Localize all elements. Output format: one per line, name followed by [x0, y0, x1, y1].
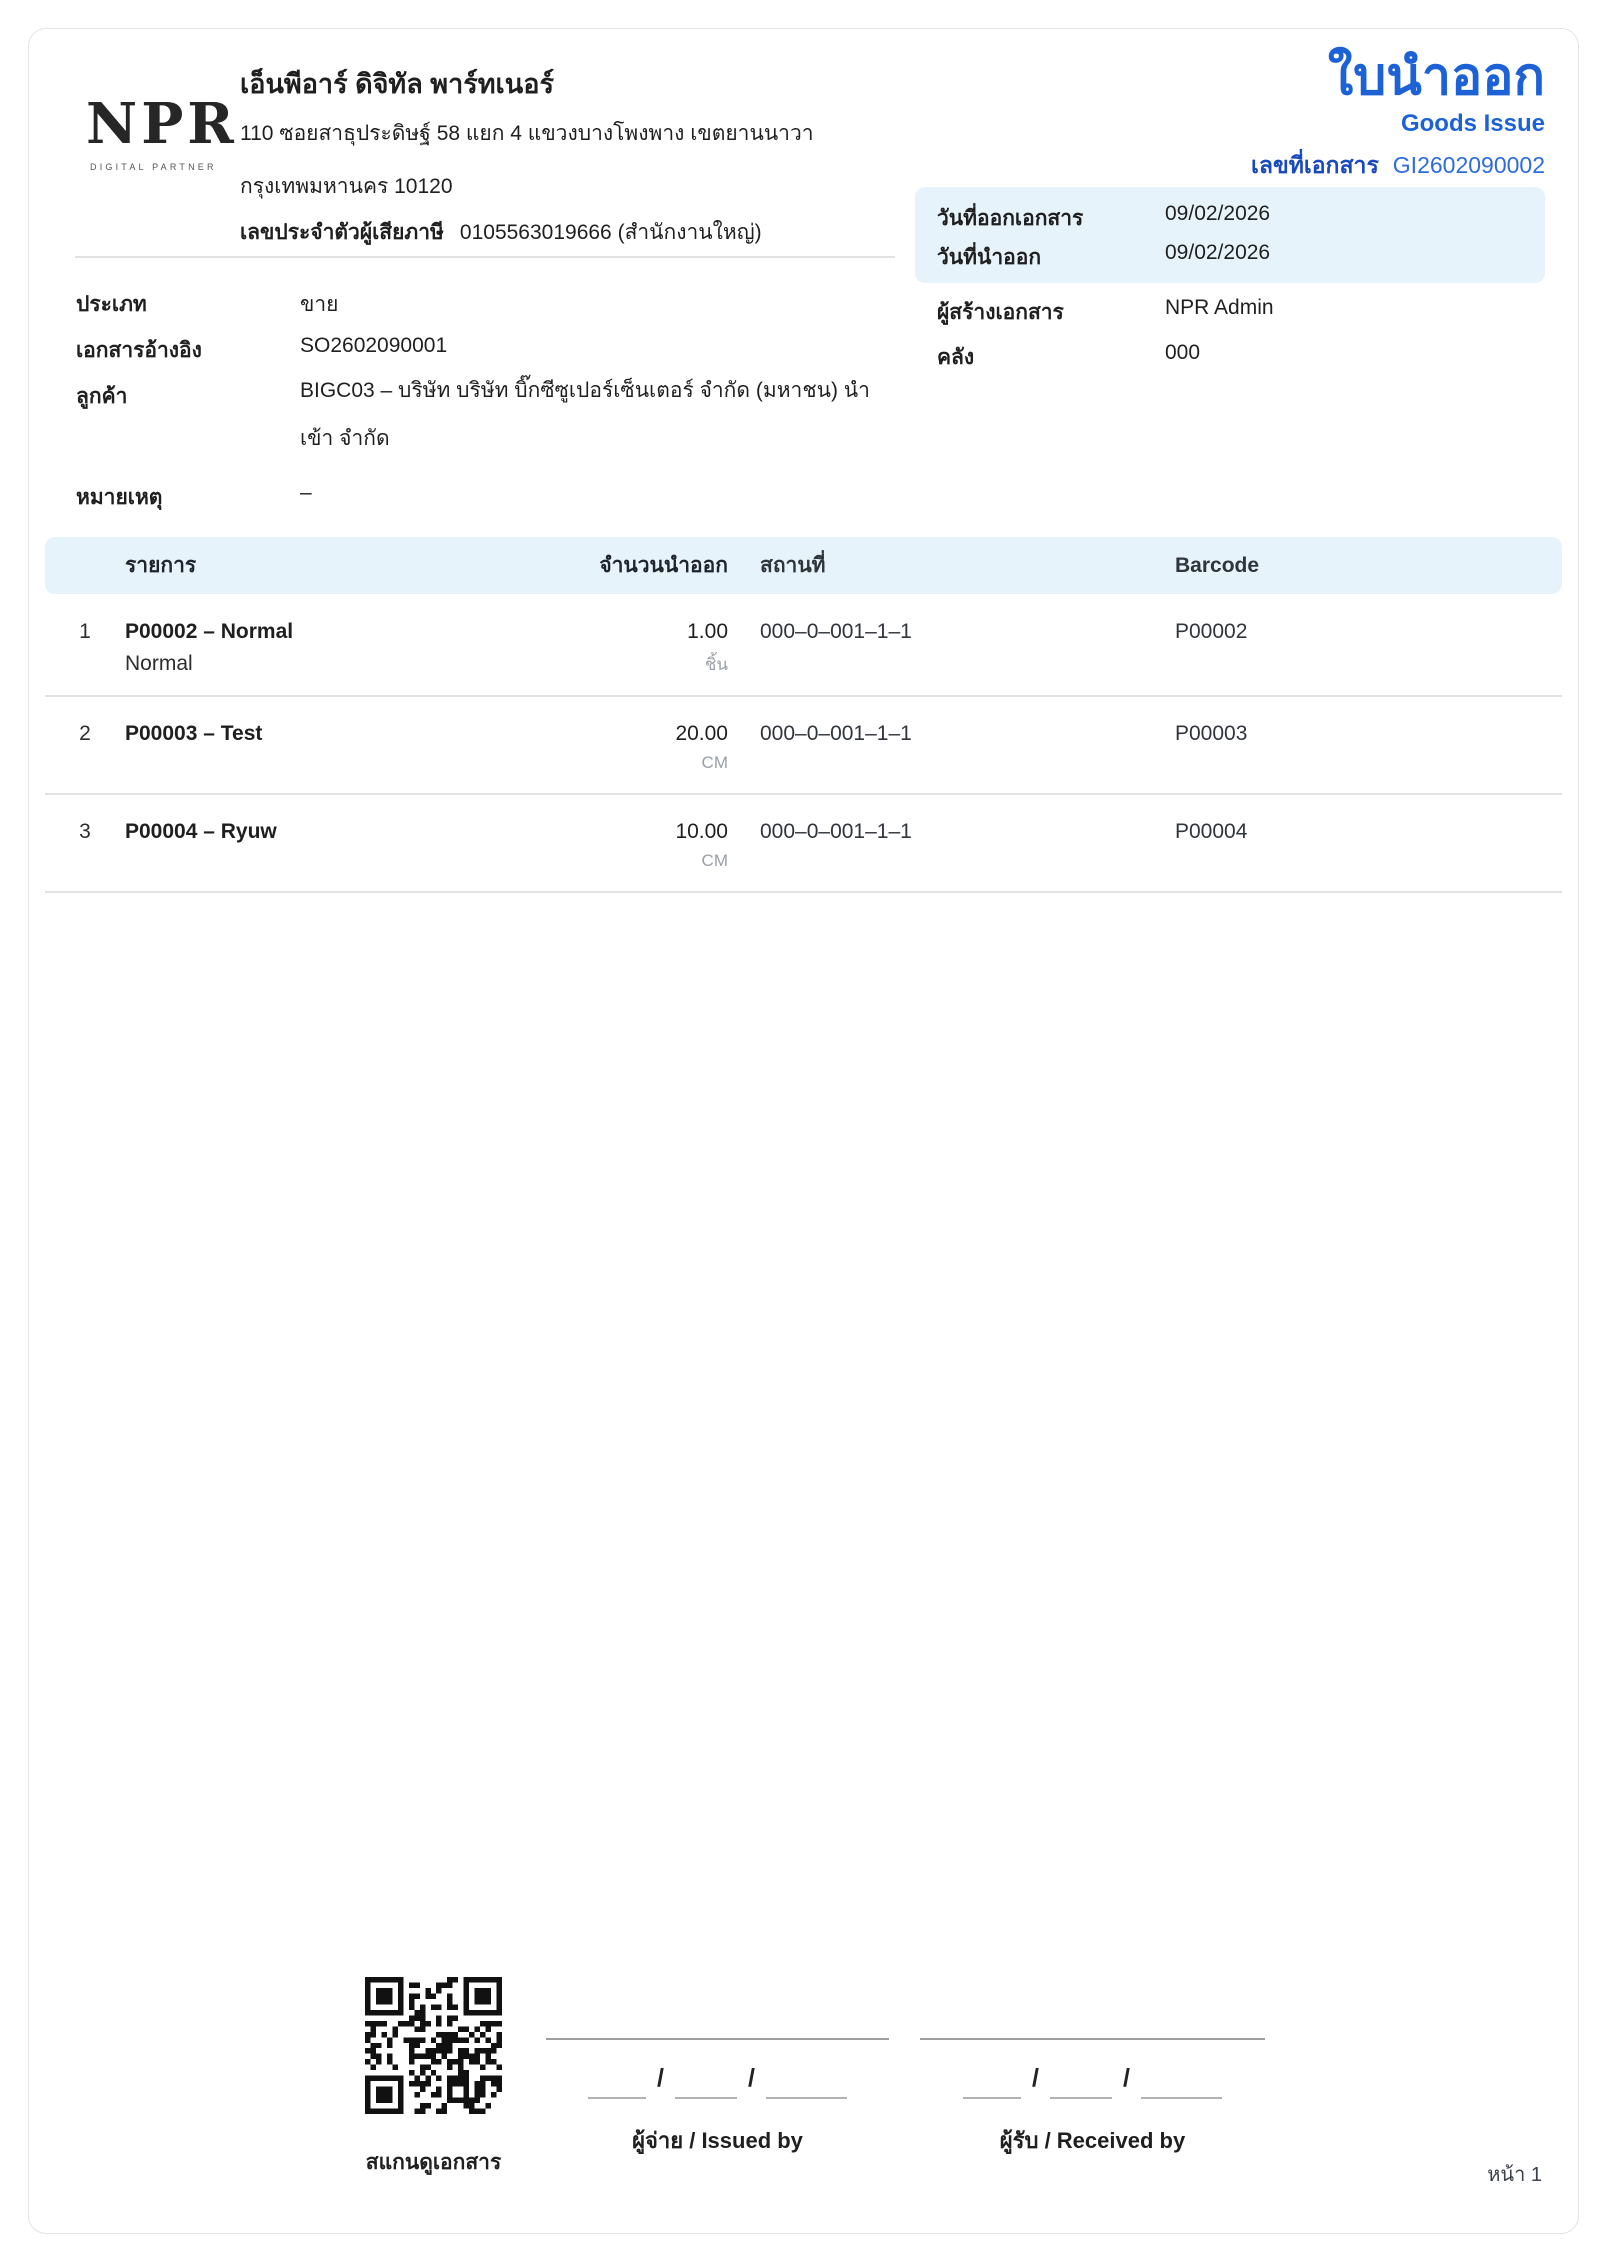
item-code-name: P00004 – Ryuw [125, 820, 277, 843]
field-type [76, 288, 880, 321]
item-code-name: P00003 – Test [125, 722, 263, 745]
remark-value: – [300, 481, 312, 504]
row-number: 3 [79, 820, 91, 843]
field-reference-doc [76, 334, 880, 367]
field-warehouse [937, 341, 1200, 374]
goods-issue-date-label: วันที่นำออก [937, 246, 1042, 269]
col-header-location: สถานที่ [760, 554, 826, 577]
reference-doc-value: SO2602090001 [300, 334, 448, 357]
date-day-line [963, 2069, 1021, 2099]
document-number-label: เลขที่เอกสาร [1251, 152, 1379, 179]
issue-date-value: 09/02/2026 [1165, 202, 1271, 225]
company-logo: NPR [86, 91, 238, 157]
item-qty: 10.00 [675, 820, 728, 843]
type-label: ประเภท [76, 293, 147, 316]
qr-code [365, 1977, 502, 2114]
created-by-value: NPR Admin [1165, 296, 1274, 319]
customer-label: ลูกค้า [76, 385, 128, 408]
item-unit: ชิ้น [704, 655, 728, 674]
item-location: 000–0–001–1–1 [760, 620, 912, 643]
item-barcode: P00003 [1175, 722, 1248, 745]
issued-by-signature-block [546, 2038, 889, 2158]
item-unit: CM [701, 851, 728, 870]
col-header-item: รายการ [125, 554, 197, 577]
date-month-line [1050, 2069, 1112, 2099]
issue-date-label: วันที่ออกเอกสาร [937, 207, 1084, 230]
company-name: เอ็นพีอาร์ ดิจิทัล พาร์ทเนอร์ [240, 69, 554, 99]
warehouse-value: 000 [1165, 341, 1201, 364]
field-created-by [937, 296, 1274, 329]
table-row [45, 594, 1562, 697]
tax-id-value: 0105563019666 (สำนักงานใหญ่) [459, 221, 762, 244]
type-value: ขาย [300, 293, 339, 316]
date-month-line [675, 2069, 737, 2099]
field-remark [76, 481, 880, 514]
company-address-line2: กรุงเทพมหานคร 10120 [240, 175, 453, 198]
issued-by-date-row [546, 2066, 889, 2099]
item-unit: CM [701, 753, 728, 772]
company-logo-subtext: DIGITAL PARTNER [90, 162, 217, 172]
item-qty: 20.00 [675, 722, 728, 745]
document-title-en: Goods Issue [1400, 110, 1545, 138]
goods-issue-date-value: 09/02/2026 [1165, 241, 1271, 264]
reference-doc-label: เอกสารอ้างอิง [76, 339, 202, 362]
page-number: หน้า 1 [1487, 2164, 1542, 2186]
item-location: 000–0–001–1–1 [760, 820, 912, 843]
date-separator: / [657, 2064, 664, 2092]
qr-code-box [365, 1977, 502, 2114]
date-separator: / [1032, 2064, 1039, 2092]
created-by-label: ผู้สร้างเอกสาร [937, 301, 1064, 324]
item-location: 000–0–001–1–1 [760, 722, 912, 745]
customer-value: BIGC03 – บริษัท บริษัท บิ๊กซีซูเปอร์เซ็นเตอร์ จำกัด (มหาชน) นำเข้า จำกัด [300, 379, 870, 450]
field-issue-date [937, 202, 1270, 235]
item-qty: 1.00 [687, 620, 728, 643]
tax-id-label: เลขประจำตัวผู้เสียภาษี [240, 221, 444, 244]
document-number-row [1251, 148, 1545, 184]
date-year-line [766, 2069, 847, 2099]
row-number: 1 [79, 620, 91, 643]
document-title-block [1251, 46, 1545, 184]
col-header-qty: จำนวนนำออก [599, 554, 728, 577]
table-row [45, 697, 1562, 795]
issued-by-label: ผู้จ่าย / Issued by [632, 2128, 803, 2153]
document-number-value: GI2602090002 [1392, 152, 1545, 179]
date-year-line [1141, 2069, 1222, 2099]
received-by-signature-block [920, 2038, 1265, 2158]
item-description: Normal [125, 652, 193, 675]
field-goods-issue-date [937, 241, 1270, 274]
field-customer [76, 380, 880, 463]
item-code-name: P00002 – Normal [125, 620, 294, 643]
company-address-line1: 110 ซอยสาธุประดิษฐ์ 58 แยก 4 แขวงบางโพงพาง เขตยานนาวา [240, 122, 814, 145]
table-row [45, 795, 1562, 893]
col-header-barcode: Barcode [1175, 553, 1260, 577]
date-separator: / [748, 2064, 755, 2092]
header-divider [75, 256, 895, 258]
date-day-line [588, 2069, 646, 2099]
received-by-date-row [920, 2066, 1265, 2099]
remark-label: หมายเหตุ [76, 486, 163, 509]
row-number: 2 [79, 722, 91, 745]
qr-scan-label: สแกนดูเอกสาร [365, 2151, 502, 2174]
item-barcode: P00004 [1175, 820, 1248, 843]
warehouse-label: คลัง [937, 346, 975, 369]
document-title-th: ใบนำออก [1327, 48, 1545, 106]
tax-id-row [240, 216, 762, 249]
received-by-label: ผู้รับ / Received by [999, 2128, 1186, 2153]
date-separator: / [1123, 2064, 1130, 2092]
item-barcode: P00002 [1175, 620, 1248, 643]
items-table-header [45, 537, 1562, 594]
